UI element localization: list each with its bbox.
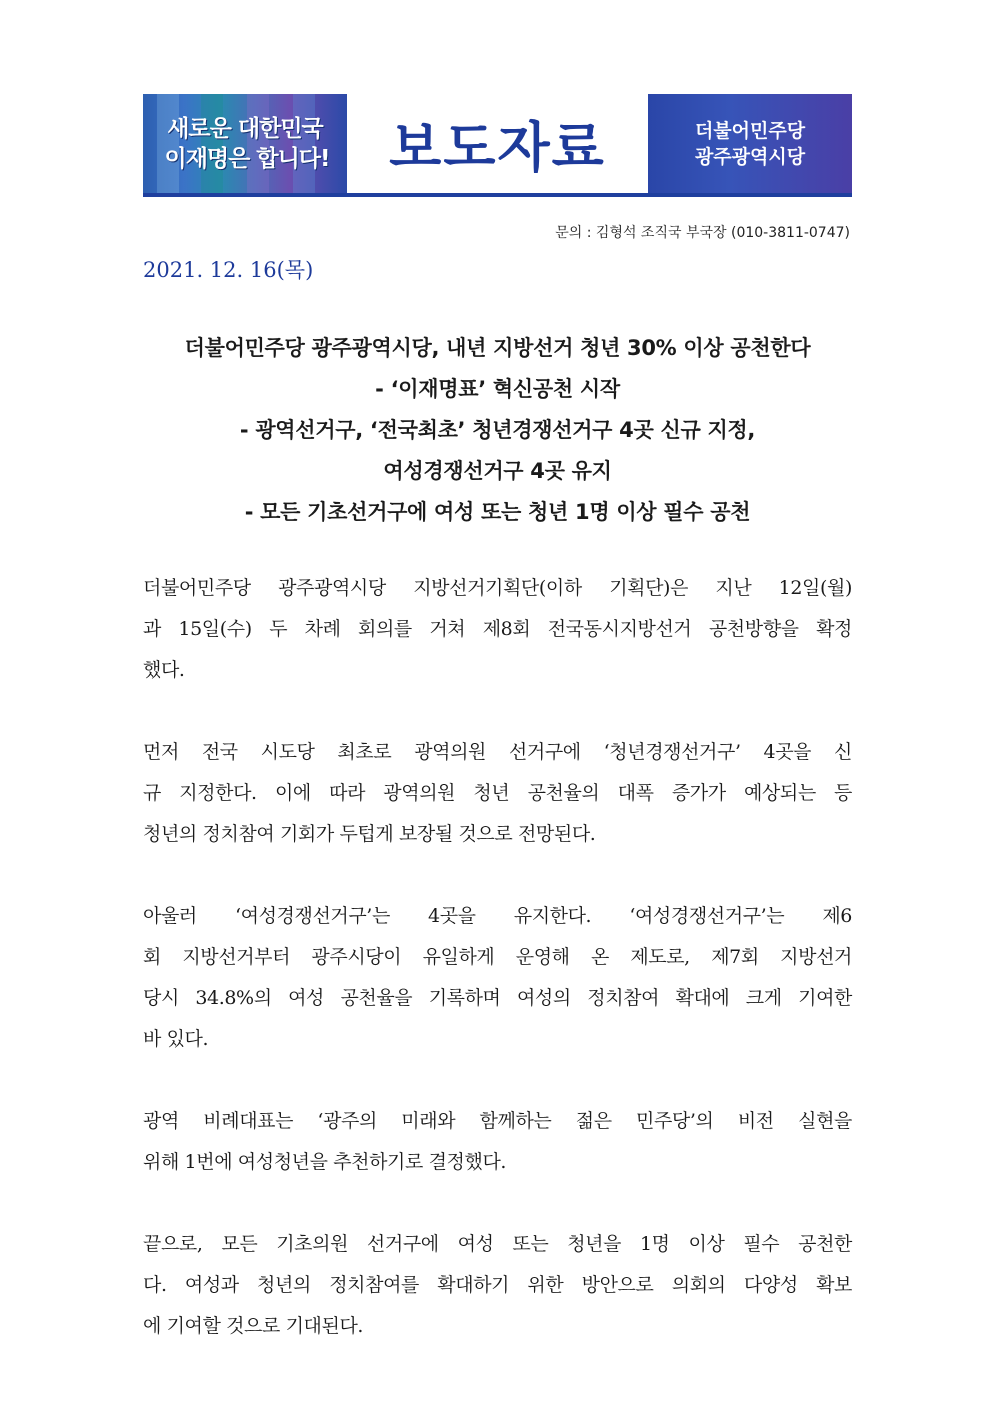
- paragraph-line: 먼저 전국 시도당 최초로 광역의원 선거구에 ‘청년경쟁선거구’ 4곳을 신: [143, 741, 852, 763]
- headline-block: [143, 328, 852, 533]
- paragraph: [143, 568, 852, 691]
- headline-sub-2-cont: 여성경쟁선거구 4곳 유지: [383, 459, 612, 483]
- headline-sub-1: - ‘이재명표’ 혁신공천 시작: [375, 377, 620, 401]
- body-text: [143, 568, 852, 1388]
- paragraph: [143, 1224, 852, 1347]
- slogan-panel: [143, 94, 347, 193]
- slogan-line-2: 이재명은 합니다!: [164, 145, 330, 172]
- paragraph-line: 당시 34.8%의 여성 공천율을 기록하며 여성의 정치참여 확대에 크게 기여한: [143, 987, 852, 1009]
- paragraph-line: 에 기여할 것으로 기대된다.: [143, 1315, 364, 1337]
- banner-title-area: [347, 94, 648, 193]
- slogan-line-1: 새로운 대한민국: [167, 115, 323, 142]
- paragraph-line: 아울러 ‘여성경쟁선거구’는 4곳을 유지한다. ‘여성경쟁선거구’는 제6: [143, 905, 852, 927]
- paragraph-line: 했다.: [143, 659, 185, 681]
- paragraph: [143, 896, 852, 1060]
- org-panel: [648, 94, 852, 193]
- paragraph-line: 다. 여성과 청년의 정치참여를 확대하기 위한 방안으로 의회의 다양성 확보: [143, 1274, 852, 1296]
- paragraph: [143, 1101, 852, 1183]
- headline-main: 더불어민주당 광주광역시당, 내년 지방선거 청년 30% 이상 공천한다: [184, 336, 811, 360]
- paragraph-line: 바 있다.: [143, 1028, 209, 1050]
- press-release-banner: [143, 94, 852, 197]
- org-name-line-2: 광주광역시당: [694, 145, 806, 168]
- banner-title: 보도자료: [389, 116, 606, 179]
- paragraph-line: 광역 비례대표는 ‘광주의 미래와 함께하는 젊은 민주당’의 비전 실현을: [143, 1110, 852, 1132]
- paragraph-line: 청년의 정치참여 기회가 두텁게 보장될 것으로 전망된다.: [143, 823, 596, 845]
- paragraph: [143, 732, 852, 855]
- paragraph-line: 위해 1번에 여성청년을 추천하기로 결정했다.: [143, 1151, 507, 1173]
- headline-sub-2: - 광역선거구, ‘전국최초’ 청년경쟁선거구 4곳 신규 지정,: [239, 418, 756, 442]
- release-date: 2021. 12. 16(목): [143, 258, 314, 282]
- org-name-line-1: 더불어민주당: [694, 119, 806, 142]
- paragraph-line: 더불어민주당 광주광역시당 지방선거기획단(이하 기획단)은 지난 12일(월): [143, 577, 852, 599]
- paragraph-line: 규 지정한다. 이에 따라 광역의원 청년 공천율의 대폭 증가가 예상되는 등: [143, 782, 852, 804]
- contact-info: 문의 : 김형석 조직국 부국장 (010-3811-0747): [555, 225, 850, 241]
- paragraph-line: 끝으로, 모든 기초의원 선거구에 여성 또는 청년을 1명 이상 필수 공천한: [143, 1233, 852, 1255]
- headline-sub-3: - 모든 기초선거구에 여성 또는 청년 1명 이상 필수 공천: [244, 500, 751, 524]
- paragraph-line: 과 15일(수) 두 차례 회의를 거쳐 제8회 전국동시지방선거 공천방향을 확정: [143, 618, 852, 640]
- paragraph-line: 회 지방선거부터 광주시당이 유일하게 운영해 온 제도로, 제7회 지방선거: [143, 946, 852, 968]
